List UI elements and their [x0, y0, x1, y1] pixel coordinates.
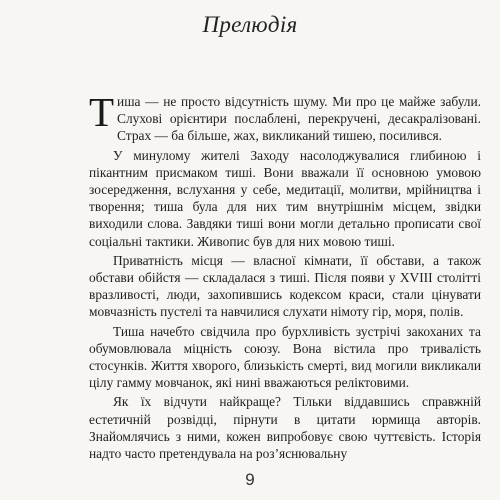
paragraph-5: Як їх відчути найкраще? Тільки віддавшись справжній естетичній розвідці, пірнути в цитати юрмища авторів. Знайомлячись з ними, кожен випробовує свою чуттєвість. Історія надто часто претендувала на роз’яснювальну [89, 394, 481, 462]
paragraph-3: Приватність місця — власної кімнати, її обстави, а також обстави обійстя — складалася з тиші. Після появи у XVIII столітті вразливості, люди, захопившись кодексом краси, стали цінувати мовчазність пустелі та навчилися слухати німоту гір, моря, полів. [89, 252, 481, 320]
drop-cap: Т [89, 89, 115, 135]
paragraph-2: У минулому жителі Заходу насолоджувалися глибиною і пікантним присмаком тиші. Вони вважали її основною умовою зосередження, вслухання у себе, медитації, молитви, мрійництва і творення; тиша була для них тим внутрішнім місцем, звідки виходили слова. Завдяки тиші вони могли детально прописати свої соціальні тактики. Живопис був для них мовою тиші. [89, 147, 481, 249]
paragraph-1 [89, 89, 481, 145]
paragraph-4: Тиша начебто свідчила про бурхливість зустрічі закоханих та обумовлювала міцність союзу. Вона вістила про тривалість стосунків. Життя хворого, близькість смерті, вид могили викликали цілу гамму мовчанок, які нині вважаються реліктовими. [89, 323, 481, 391]
chapter-title: Прелюдія [202, 12, 298, 37]
body-text [89, 89, 481, 464]
page-number: 9 [245, 470, 255, 489]
paragraph-text: иша — не просто відсутність шуму. Ми про це майже забули. Слухові орієнтири послаблені, перекручені, десакралізовані. Страх — ба більше, жах, викликаний тишею, посилився. [117, 94, 481, 144]
